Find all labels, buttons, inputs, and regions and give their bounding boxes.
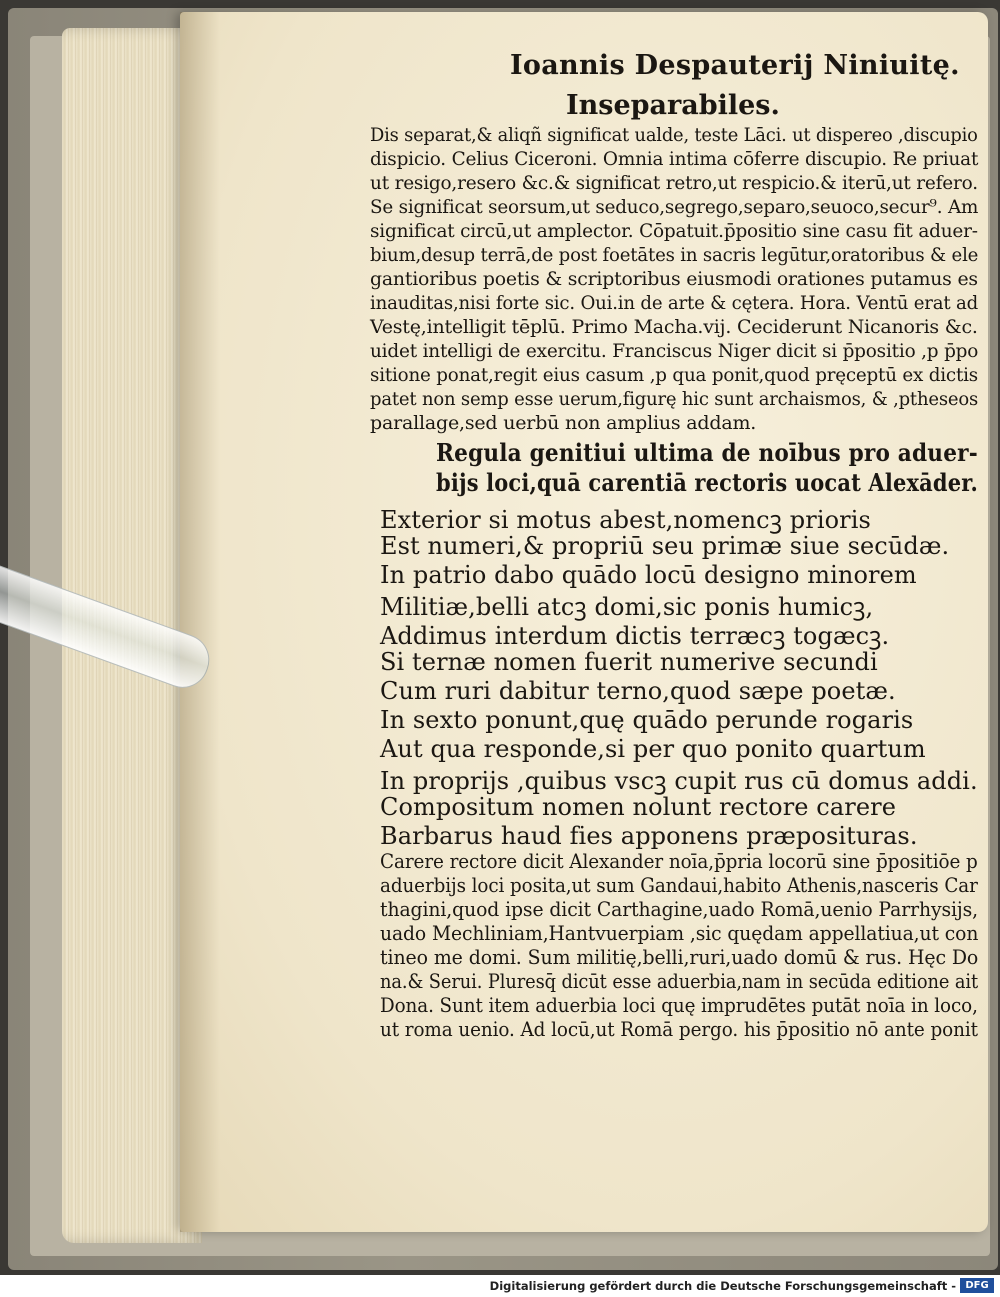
verse-line: Barbarus haud fies apponens præposituras.: [380, 822, 918, 850]
verse-line: In proprijs ,quibus vscꝫ cupit rus cū domus addi.: [380, 767, 978, 795]
paragraph1-line: significat circū,ut amplector. Cōpatuit.p̄positio sine casu fit aduer-: [370, 220, 978, 242]
running-head: Ioannis Despauterij Niniuitę.: [510, 50, 960, 81]
paragraph2-line: aduerbijs loci posita,ut sum Gandaui,habito Athenis,nasceris Car: [380, 874, 978, 897]
paragraph1-line: Dis separat,& aliqñ significat ualde, teste Lāci. ut dispereo ,discupio: [370, 124, 978, 146]
paragraph1-line: patet non semp esse uerum,figurę hic sunt archaismos, & ,ptheseos: [370, 388, 979, 410]
paragraph1-line: sitione ponat,regit eius casum ,p qua ponit,quod pręceptū ex dictis: [370, 364, 978, 386]
paragraph1-line: gantioribus poetis & scriptoribus eiusmodi orationes putamus es: [370, 268, 978, 290]
verse-line: In patrio dabo quādo locū designo minorem: [380, 561, 917, 589]
paragraph2-line: ut roma uenio. Ad locū,ut Romā pergo. his p̄positio nō ante ponit: [380, 1018, 978, 1041]
paragraph2-line: uado Mechliniam,Hantvuerpiam ,sic quędam appellatiua,ut con: [380, 922, 979, 945]
verse-line: Cum ruri dabitur terno,quod sæpe poetæ.: [380, 677, 896, 705]
dfg-logo: DFG: [960, 1278, 994, 1293]
verse-line: Addimus interdum dictis terræcꝫ togæcꝫ.: [380, 622, 890, 650]
verse-line: Militiæ,belli atcꝫ domi,sic ponis humicꝫ,: [380, 593, 874, 621]
verse-line: Aut qua responde,si per quo ponito quartum: [380, 735, 926, 763]
regula-line: bijs loci,quā carentiā rectoris uocat Alexāder.: [436, 468, 979, 497]
paragraph2-line: thagini,quod ipse dicit Carthagine,uado Romā,uenio Parrhysijs,: [380, 898, 979, 921]
verse-line: Est numeri,& propriū seu primæ siue secūdæ.: [380, 532, 950, 560]
verse-line: Compositum nomen nolunt rectore carere: [380, 793, 897, 821]
paragraph2-line: Carere rectore dicit Alexander noīa,p̄pria locorū sine p̄positiōe p: [380, 850, 978, 873]
paragraph1-line: dispicio. Celius Ciceroni. Omnia intima cōferre discupio. Re priuat: [370, 148, 979, 170]
page-gutter: [180, 12, 220, 1232]
paragraph2-line: na.& Serui. Pluresq̄ dicūt esse aduerbia,nam in secūda editione ait: [380, 970, 979, 993]
paragraph1-line: Vestę,intelligit tēplū. Primo Macha.vij. Ceciderunt Nicanoris &c.: [370, 316, 978, 338]
verse-line: In sexto ponunt,quę quādo perunde rogaris: [380, 706, 914, 734]
paragraph1-line: parallage,sed uerbū non amplius addam.: [370, 412, 757, 434]
regula-line: Regula genitiui ultima de noībus pro aduer-: [436, 438, 978, 467]
paragraph1-line: ut resigo,resero &c.& significat retro,ut respicio.& iterū,ut refero.: [370, 172, 978, 194]
paragraph1-line: Se significat seorsum,ut seduco,segrego,separo,seuoco,secur⁹. Am: [370, 196, 979, 218]
verse-line: Exterior si motus abest,nomencꝫ prioris: [380, 506, 871, 534]
paragraph1-line: uidet intelligi de exercitu. Franciscus Niger dicit si p̄positio ,p p̄po: [370, 340, 979, 362]
section-heading: Inseparabiles.: [566, 90, 780, 121]
paragraph2-line: Dona. Sunt item aduerbia loci quę imprudētes putāt noīa in loco,: [380, 994, 978, 1017]
verse-line: Si ternæ nomen fuerit numerive secundi: [380, 648, 878, 676]
paragraph1-line: bium,desup terrā,de post foetātes in sacris legūtur,oratoribus & ele: [370, 244, 979, 266]
paragraph1-line: inauditas,nisi forte sic. Oui.in de arte & cętera. Hora. Ventū erat ad: [370, 292, 979, 314]
footer-bar: [0, 1275, 1000, 1297]
paragraph2-line: tineo me domi. Sum militię,belli,ruri,uado domū & rus. Hęc Do: [380, 946, 979, 969]
footer-credit: Digitalisierung gefördert durch die Deutsche Forschungsgemeinschaft -: [489, 1279, 956, 1293]
